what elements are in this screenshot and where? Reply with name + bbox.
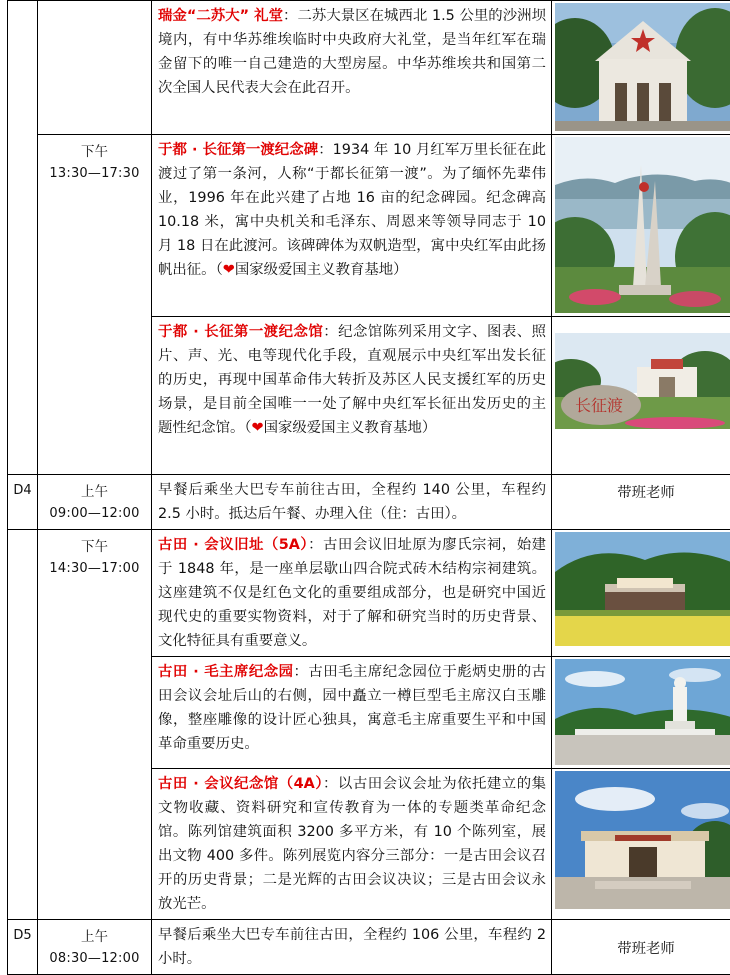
image-cell bbox=[552, 769, 730, 920]
image-cell bbox=[552, 317, 730, 475]
image-cell bbox=[552, 657, 730, 769]
attraction-title: 古田 · 会议纪念馆（4A） bbox=[158, 776, 323, 792]
description-cell bbox=[152, 920, 552, 975]
period-label: 下午 bbox=[38, 536, 151, 558]
day-cell bbox=[8, 530, 38, 920]
transport-text: 早餐后乘坐大巴专车前往古田，全程约 140 公里，车程约 2.5 小时。抵达后午餐、办理入住（住：古田）。 bbox=[158, 482, 546, 522]
transport-text: 早餐后乘坐大巴专车前往古田，全程约 106 公里，车程约 2 小时。 bbox=[158, 927, 546, 967]
time-range: 09:00—12:00 bbox=[38, 503, 151, 525]
attraction-text: ：二苏大景区在城西北 1.5 公里的沙洲坝境内，有中华苏维埃临时中央政府大礼堂，是当年红军在瑞金留下的唯一自己建造的大型房屋。中华苏维埃共和国第二次全国人民代表大会在此召开。 bbox=[158, 8, 546, 96]
period-label: 上午 bbox=[38, 926, 151, 948]
day-cell bbox=[8, 1, 38, 475]
time-cell bbox=[38, 475, 152, 530]
table-row bbox=[8, 135, 730, 317]
time-cell bbox=[38, 135, 152, 475]
image-cell bbox=[552, 530, 730, 657]
time-range: 13:30—17:30 bbox=[38, 163, 151, 185]
description-cell bbox=[152, 135, 552, 317]
hall-photo bbox=[555, 3, 730, 131]
attraction-text: ：古田毛主席纪念园位于彪炳史册的古田会议会址后山的右侧，园中矗立一樽巨型毛主席汉白玉雕像，整座雕像的设计匠心独具，寓意毛主席重要生平和中国革命重要历史。 bbox=[158, 664, 546, 752]
time-cell bbox=[38, 530, 152, 920]
period-label: 下午 bbox=[38, 141, 151, 163]
heart-icon: ❤ bbox=[223, 262, 235, 278]
gutian-site-photo bbox=[555, 532, 730, 646]
attraction-text: ：纪念馆陈列采用文字、图表、照片、声、光、电等现代化手段，直观展示中央红军出发长征的历史，再现中国革命伟大转折及苏区人民支援红军的历史场景，是目前全国唯一一处了解中央红军长征出发历史的主题性纪念馆。（ bbox=[158, 324, 546, 436]
heart-icon: ❤ bbox=[252, 420, 264, 436]
itinerary-table bbox=[7, 0, 730, 975]
description-cell bbox=[152, 769, 552, 920]
gutian-museum-photo bbox=[555, 771, 730, 909]
attraction-note: 国家级爱国主义教育基地） bbox=[264, 420, 437, 436]
table-row bbox=[8, 475, 730, 530]
attraction-text: ：以古田会议会址为依托建立的集文物收藏、资料研究和宣传教育为一体的专题类革命纪念馆。陈列馆建筑面积 3200 多平方米，有 10 个陈列室，展出文物 400 多件。陈列展览内容分三部分：一是古田会议召开的历史背景；二是光辉的古田会议决议；三是古田会议永放光芒。 bbox=[158, 776, 546, 912]
table-row bbox=[8, 920, 730, 975]
monument-photo bbox=[555, 137, 730, 313]
period-label: 上午 bbox=[38, 481, 151, 503]
attraction-title: 于都 · 长征第一渡纪念馆 bbox=[158, 324, 323, 340]
image-cell bbox=[552, 1, 730, 135]
table-row bbox=[8, 1, 730, 135]
table-row bbox=[8, 530, 730, 657]
description-cell bbox=[152, 317, 552, 475]
description-cell bbox=[152, 657, 552, 769]
staff-cell: 带班老师 bbox=[552, 920, 730, 975]
attraction-note: 国家级爱国主义教育基地） bbox=[235, 262, 408, 278]
time-cell bbox=[38, 1, 152, 135]
attraction-title: 古田 · 会议旧址（5A） bbox=[158, 537, 308, 553]
image-cell bbox=[552, 135, 730, 317]
statue-photo bbox=[555, 659, 730, 765]
day-cell: D4 bbox=[8, 475, 38, 530]
time-cell bbox=[38, 920, 152, 975]
description-cell bbox=[152, 475, 552, 530]
attraction-title: 于都 · 长征第一渡纪念碑 bbox=[158, 142, 318, 158]
description-cell bbox=[152, 1, 552, 135]
memorial-hall-photo bbox=[555, 319, 730, 443]
attraction-text: ：古田会议旧址原为廖氏宗祠，始建于 1848 年，是一座单层歇山四合院式砖木结构宗祠建筑。这座建筑不仅是红色文化的重要组成部分，也是研究中国近现代史的重要实物资料，对于了解和研究当时的历史背景、文化特征具有重要意义。 bbox=[158, 537, 546, 649]
time-range: 14:30—17:00 bbox=[38, 558, 151, 580]
svg-text:长征渡: 长征渡 bbox=[575, 396, 623, 415]
staff-cell: 带班老师 bbox=[552, 475, 730, 530]
attraction-title: 瑞金“二苏大” 礼堂 bbox=[158, 8, 283, 24]
description-cell bbox=[152, 530, 552, 657]
attraction-title: 古田 · 毛主席纪念园 bbox=[158, 664, 294, 680]
day-cell: D5 bbox=[8, 920, 38, 975]
time-range: 08:30—12:00 bbox=[38, 948, 151, 970]
attraction-text: ：1934 年 10 月红军万里长征在此渡过了第一条河，人称“于都长征第一渡”。为了缅怀先辈伟业，1996 年在此兴建了占地 16 亩的纪念碑园。纪念碑高 10.18 米，寓中央机关和毛泽东、周恩来等领导同志于 10 月 18 日在此渡河。该碑碑体为双帆造型，寓中央红军由此扬帆出征。（ bbox=[158, 142, 546, 278]
